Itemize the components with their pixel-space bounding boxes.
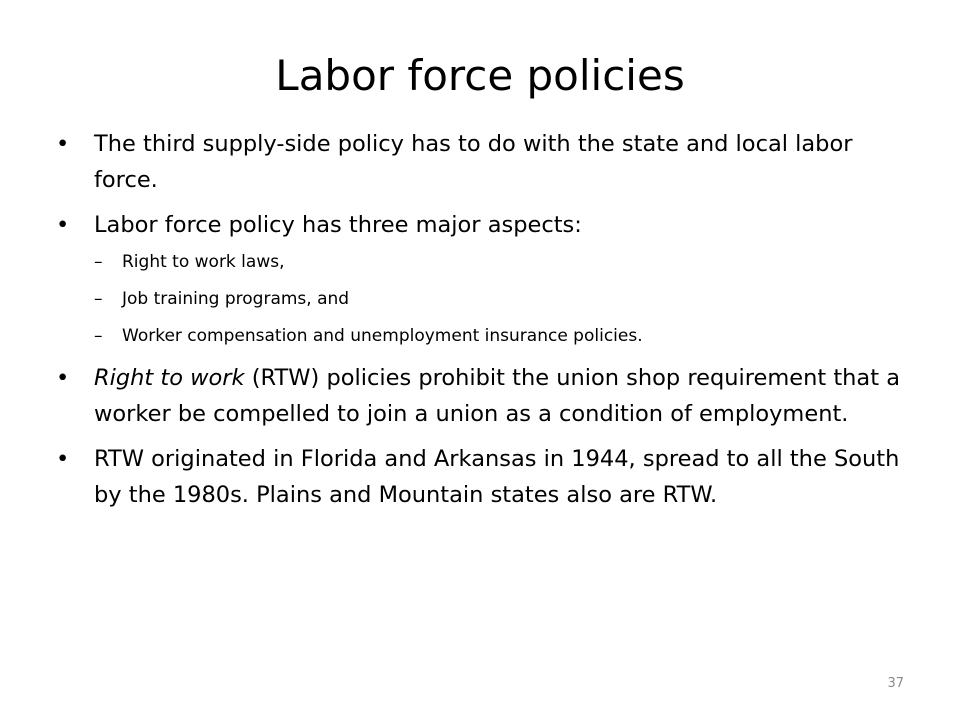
bullet-item [56, 441, 906, 513]
bullet-item [56, 360, 906, 432]
sub-bullet-text: Right to work laws, [122, 252, 285, 272]
bullet-list [56, 126, 906, 522]
bullet-item [56, 126, 906, 198]
bullet-dot-icon: • [56, 212, 70, 238]
bullet-item [56, 207, 906, 349]
bullet-text [94, 365, 900, 427]
sub-bullet-text: Job training programs, and [122, 289, 350, 309]
sub-bullet-item [94, 249, 906, 275]
bullet-text: RTW originated in Florida and Arkansas in 1944, spread to all the South by the 1980s. Plains and Mountain states also are RTW. [94, 446, 900, 508]
sub-bullet-item [94, 286, 906, 312]
sub-bullet-text: Worker compensation and unemployment insurance policies. [122, 326, 643, 346]
sub-bullet-list [94, 249, 906, 349]
dash-icon: – [94, 252, 103, 272]
bullet-dot-icon: • [56, 131, 70, 157]
page-number: 37 [887, 676, 904, 691]
slide-title: Labor force policies [275, 51, 685, 100]
bullet-text: The third supply-side policy has to do with the state and local labor force. [94, 131, 853, 193]
sub-bullet-item [94, 323, 906, 349]
dash-icon: – [94, 326, 103, 346]
bullet-text-rest: (RTW) policies prohibit the union shop requirement that a worker be compelled to join a union as a condition of employment. [94, 365, 900, 427]
bullet-dot-icon: • [56, 446, 70, 472]
bullet-text: Labor force policy has three major aspects: [94, 212, 582, 238]
dash-icon: – [94, 289, 103, 309]
italic-term: Right to work [94, 365, 245, 391]
bullet-dot-icon: • [56, 365, 70, 391]
